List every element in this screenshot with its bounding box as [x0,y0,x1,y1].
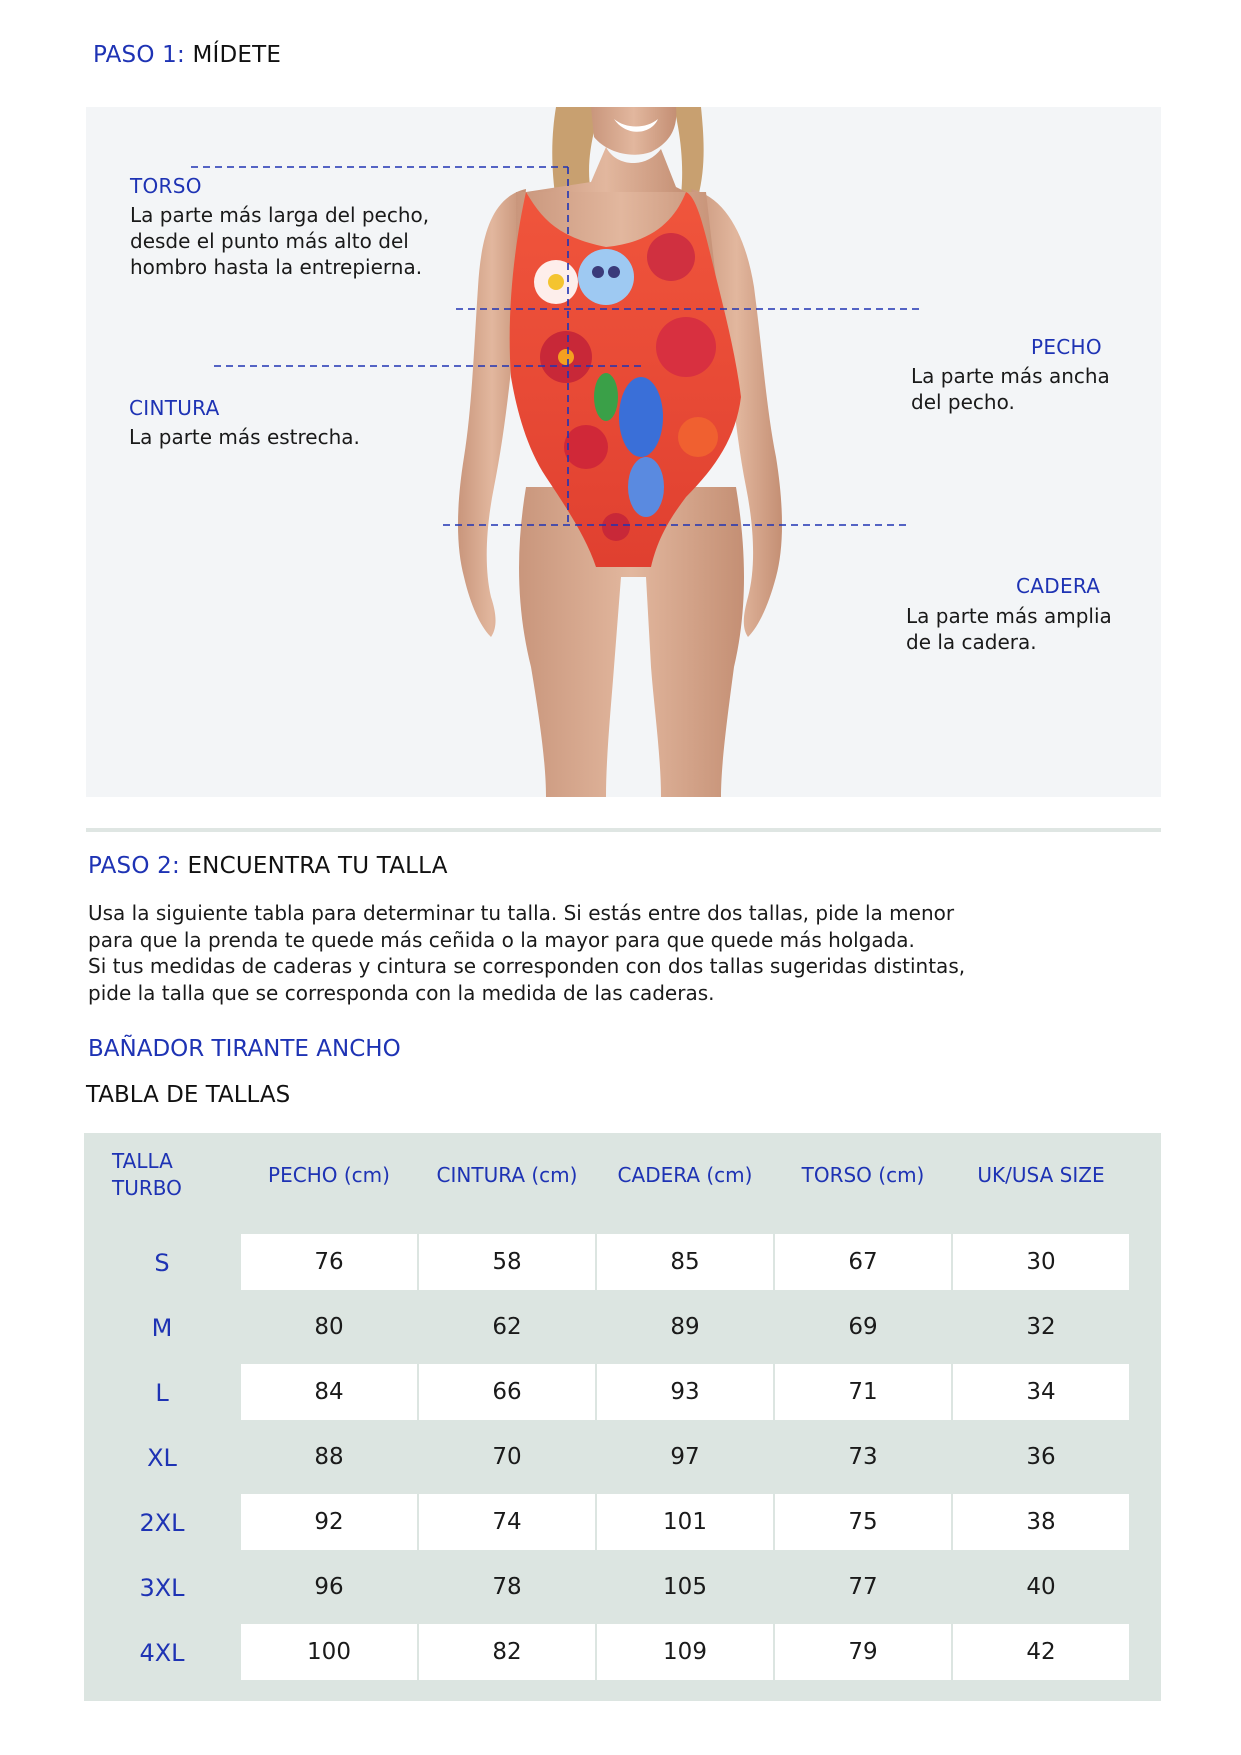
section-divider [86,828,1161,832]
table-cell: 42 [953,1624,1129,1680]
header-pecho: PECHO (cm) [268,1163,390,1187]
table-cell: 71 [775,1364,951,1420]
table-cell: 38 [953,1494,1129,1550]
table-row [84,1234,1161,1292]
cadera-label: CADERA [1016,574,1101,598]
table-cell: 74 [419,1494,595,1550]
table-cell: 109 [597,1624,773,1680]
size-cell: XL [147,1444,177,1472]
table-cell: 40 [1026,1574,1056,1600]
table-cell: 76 [241,1234,417,1290]
size-cell: 2XL [139,1509,185,1537]
header-uk-usa-size: UK/USA SIZE [977,1163,1105,1187]
table-cell: 79 [775,1624,951,1680]
table-row [84,1299,1161,1357]
cintura-label: CINTURA [129,396,220,420]
table-cell: 32 [1026,1314,1056,1340]
table-row [84,1494,1161,1552]
cintura-description: La parte más estrecha. [129,425,360,449]
table-cell: 62 [492,1314,522,1340]
table-cell: 84 [241,1364,417,1420]
table-cell: 105 [663,1574,707,1600]
table-cell: 88 [314,1444,344,1470]
pecho-label: PECHO [1031,335,1102,359]
table-cell: 73 [848,1444,878,1470]
header-cadera: CADERA (cm) [617,1163,753,1187]
size-cell: 3XL [139,1574,185,1602]
step1-heading [93,42,281,68]
table-cell: 82 [419,1624,595,1680]
torso-description: La parte más larga del pecho, desde el punto más alto del hombro hasta la entrepierna. [130,203,430,279]
table-cell: 89 [670,1314,700,1340]
table-cell: 93 [597,1364,773,1420]
table-cell: 75 [775,1494,951,1550]
step2-heading [88,853,448,879]
table-cell: 30 [953,1234,1129,1290]
header-talla-turbo: TALLA TURBO [112,1149,182,1200]
size-cell: M [151,1314,173,1342]
table-cell: 101 [597,1494,773,1550]
product-title: BAÑADOR TIRANTE ANCHO [88,1036,401,1062]
size-cell: S [154,1249,170,1277]
table-row [84,1429,1161,1487]
step1-title: MÍDETE [192,42,282,68]
table-cell: 36 [1026,1444,1056,1470]
table-cell: 97 [670,1444,700,1470]
header-cintura: CINTURA (cm) [436,1163,578,1187]
table-cell: 34 [953,1364,1129,1420]
table-cell: 78 [492,1574,522,1600]
size-cell: 4XL [139,1639,185,1667]
step1-prefix: PASO 1: [93,42,185,68]
table-cell: 70 [492,1444,522,1470]
torso-label: TORSO [130,174,202,198]
table-cell: 77 [848,1574,878,1600]
table-row [84,1624,1161,1682]
step2-prefix: PASO 2: [88,853,180,879]
table-cell: 85 [597,1234,773,1290]
pecho-description: La parte más ancha del pecho. [911,364,1110,414]
table-row [84,1559,1161,1617]
table-cell: 100 [241,1624,417,1680]
table-cell: 66 [419,1364,595,1420]
cadera-description: La parte más amplia de la cadera. [906,604,1112,654]
table-row [84,1364,1161,1422]
table-cell: 69 [848,1314,878,1340]
table-cell: 58 [419,1234,595,1290]
table-title: TABLA DE TALLAS [86,1082,291,1108]
table-cell: 92 [241,1494,417,1550]
table-cell: 80 [314,1314,344,1340]
header-torso: TORSO (cm) [801,1163,925,1187]
step2-instructions: Usa la siguiente tabla para determinar tu talla. Si estás entre dos tallas, pide la menor para que la prenda te quede más ceñida o la mayor para que quede más holgada. Si tus medidas de caderas y cintura se corresponden con dos tallas sugeridas distintas, pide la talla que se corresponda con la medida de las caderas. [88,901,966,1005]
step2-title: ENCUENTRA TU TALLA [187,853,448,879]
size-cell: L [155,1379,169,1407]
table-cell: 67 [775,1234,951,1290]
table-cell: 96 [314,1574,344,1600]
